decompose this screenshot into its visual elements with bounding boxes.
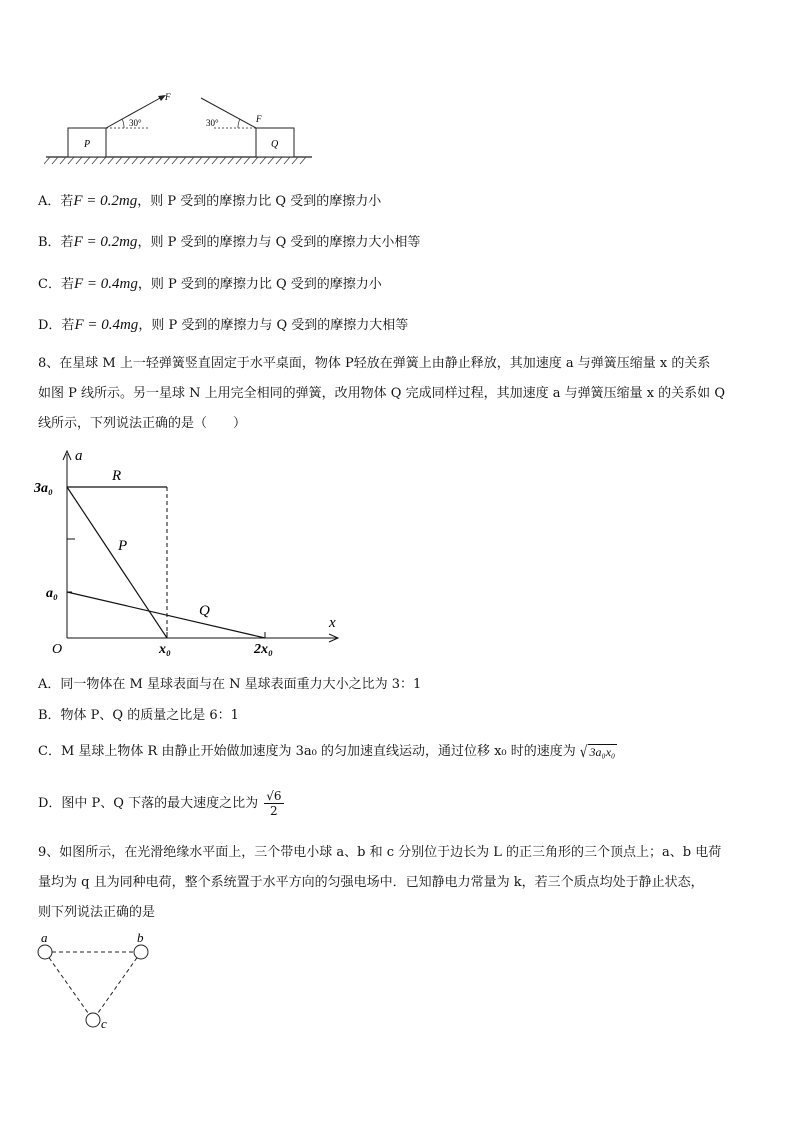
axis-x-label: x <box>329 615 336 631</box>
label-q: Q <box>199 603 210 619</box>
q7-d-suffix: ，则 P 受到的摩擦力与 Q 受到的摩擦力大相等 <box>138 318 409 333</box>
q8-c-text: C．M 星球上物体 R 由静止开始做加速度为 3a₀ 的匀加速直线运动，通过位移 x₀ 时的速度为 <box>38 744 576 759</box>
q7-c-prefix: C．若 <box>38 277 74 292</box>
charge-b <box>134 945 148 959</box>
label-3a0: 3a₀ <box>34 481 53 496</box>
q8-option-d[interactable] <box>38 788 284 822</box>
label-c: c <box>101 1016 107 1031</box>
block-p-label: P <box>84 139 91 150</box>
q7-option-a[interactable] <box>38 193 381 210</box>
q9-stem-line3: 则下列说法正确的是 <box>38 905 156 920</box>
label-b: b <box>137 930 144 945</box>
angle-p-label: 30° <box>129 118 142 128</box>
label-a0: a₀ <box>46 586 58 601</box>
q7-c-suffix: ，则 P 受到的摩擦力比 Q 受到的摩擦力小 <box>137 277 382 292</box>
label-a: a <box>41 930 48 945</box>
q7-d-prefix: D．若 <box>38 318 75 333</box>
axis-a-label: a <box>75 448 83 464</box>
q7-option-b[interactable] <box>38 234 420 251</box>
charge-c <box>86 1013 100 1027</box>
q7-a-suffix: ，则 P 受到的摩擦力比 Q 受到的摩擦力小 <box>137 194 382 209</box>
q8-d-numerator: √6 <box>266 789 282 803</box>
force-p-label: F <box>165 92 171 102</box>
q8-graph <box>30 446 350 660</box>
q8-c-radicand: 3a₀x₀ <box>589 744 616 759</box>
q8-d-fraction <box>264 789 283 818</box>
q8-d-denominator: 2 <box>270 804 278 818</box>
q8-d-text: D．图中 P、Q 下落的最大速度之比为 <box>38 796 259 811</box>
line-p <box>67 487 167 638</box>
q8-c-root: √ 3a₀x₀ <box>579 742 616 761</box>
q8-stem-line2: 如图 P 线所示。另一星球 N 上用完全相同的弹簧，改用物体 Q 完成同样过程，其加速度 a 与弹簧压缩量 x 的关系如 Q <box>38 386 725 401</box>
q7-b-suffix: ，则 P 受到的摩擦力与 Q 受到的摩擦力大小相等 <box>137 235 421 250</box>
q8-option-a[interactable]: A．同一物体在 M 星球表面与在 N 星球表面重力大小之比为 3：1 <box>38 677 422 692</box>
origin-label: O <box>52 642 63 657</box>
force-q-label: F <box>256 114 262 124</box>
label-2x0: 2x₀ <box>254 642 273 657</box>
q7-a-prefix: A．若 <box>38 194 74 209</box>
q8-stem-line3: 线所示，下列说法正确的是（ ） <box>38 416 247 431</box>
force-figure <box>44 90 316 166</box>
q8-option-c[interactable] <box>38 744 617 760</box>
q7-d-formula: F = 0.4mg <box>74 317 139 333</box>
q9-triangle-figure <box>30 930 160 1032</box>
angle-q-label: 30° <box>206 118 219 128</box>
q7-option-d[interactable] <box>38 317 408 334</box>
q9-stem-line2: 量均为 q 且为同种电荷，整个系统置于水平方向的匀强电场中．已知静电力常量为 k，若三个质点均处于静止状态， <box>38 875 704 890</box>
q7-option-c[interactable] <box>38 276 382 293</box>
charge-a <box>38 945 52 959</box>
q7-c-formula: F = 0.4mg <box>73 276 138 292</box>
q7-b-formula: F = 0.2mg <box>73 234 138 250</box>
label-r: R <box>112 468 122 484</box>
q8-stem-line1: 8、在星球 M 上一轻弹簧竖直固定于水平桌面，物体 P轻放在弹簧上由静止释放，其加速度 a 与弹簧压缩量 x 的关系 <box>38 356 711 371</box>
q8-option-b[interactable]: B．物体 P、Q 的质量之比是 6：1 <box>38 708 239 723</box>
q7-a-formula: F = 0.2mg <box>73 193 138 209</box>
q9-stem-line1: 9、如图所示，在光滑绝缘水平面上，三个带电小球 a、b 和 c 分别位于边长为 L 的正三角形的三个顶点上；a、b 电荷 <box>38 845 722 860</box>
block-q-label: Q <box>271 139 279 150</box>
line-q <box>67 592 265 638</box>
label-p: P <box>118 538 128 554</box>
q7-b-prefix: B．若 <box>38 235 74 250</box>
label-x0: x₀ <box>159 642 171 657</box>
